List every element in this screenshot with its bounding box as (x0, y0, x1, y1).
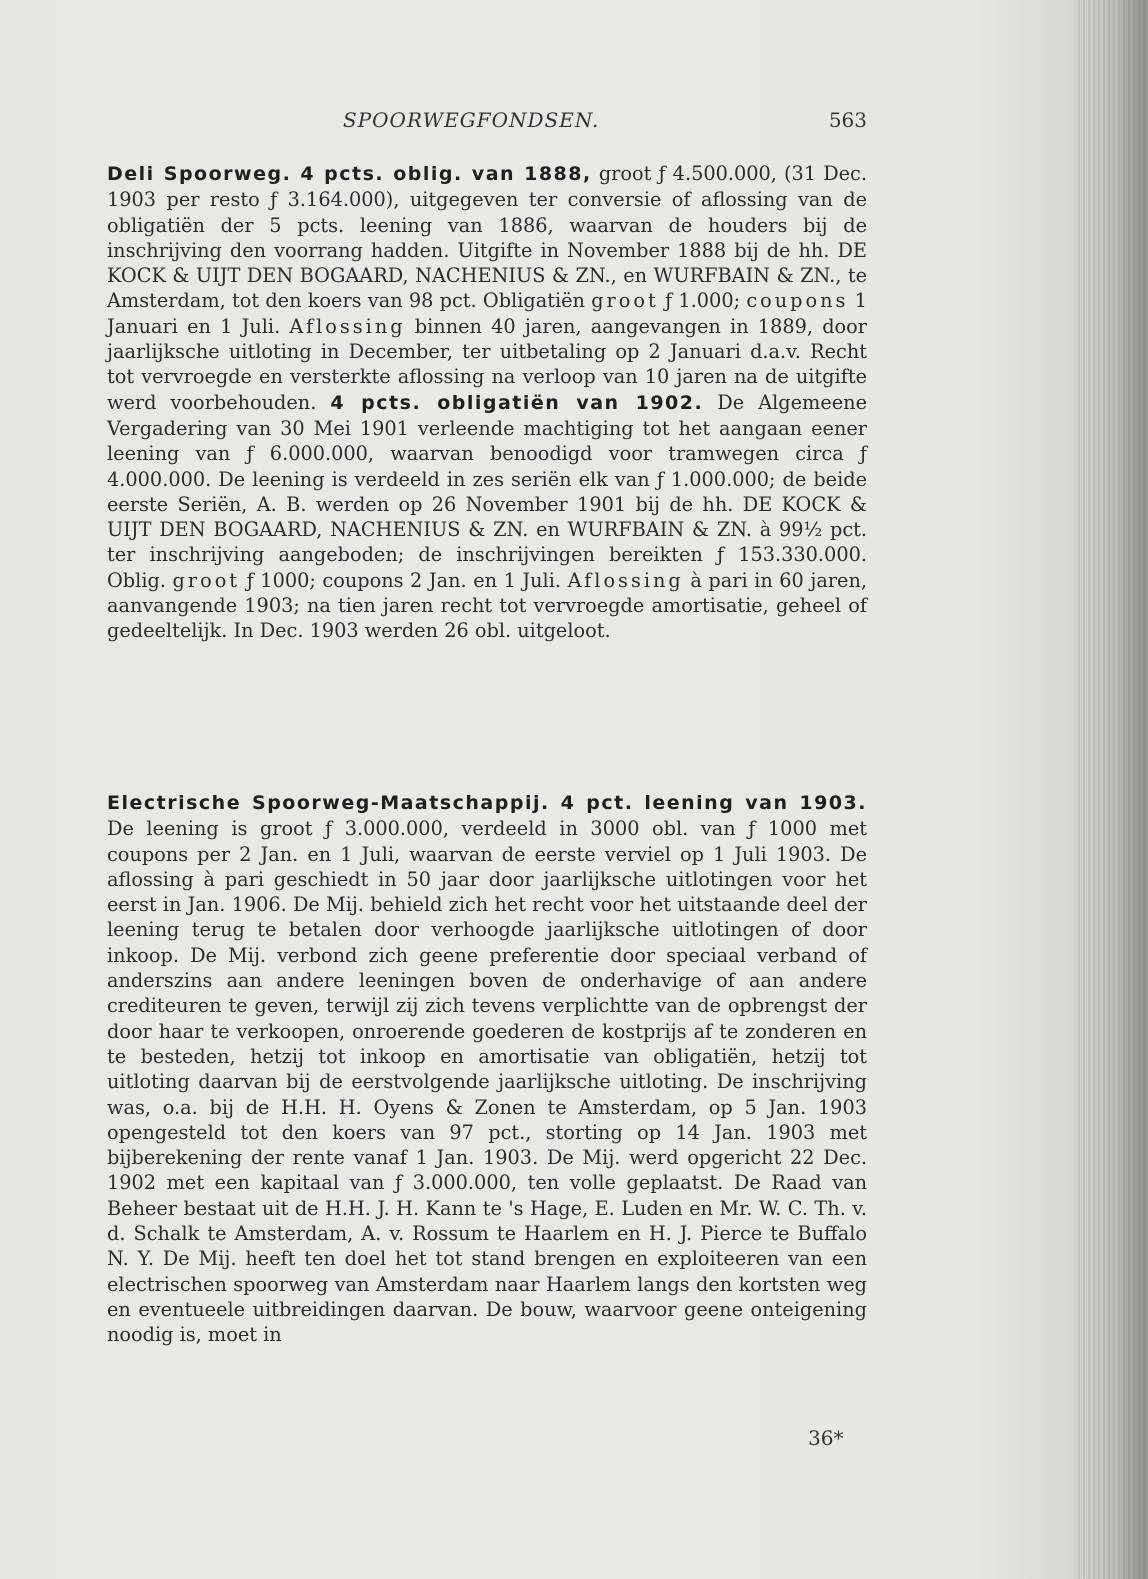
running-title: SPOORWEGFONDSEN. (343, 108, 600, 132)
body-text: ƒ 1000; coupons 2 Jan. en 1 Juli. (246, 568, 561, 592)
body-text: à pari in 60 jaren, aanvangende 1903; na tien jaren recht tot vervroegde amortisatie, geheel of gedeeltelijk. In Dec. 1903 werden 26 obl. uitgeloot. (107, 568, 868, 643)
running-head (107, 108, 867, 138)
subsection-heading-1902: 4 pcts. obligatiën van 1902. (330, 391, 704, 414)
section-heading-electrische: Electrische Spoorweg-Maatschappij. 4 pct. leening van 1903. (107, 792, 867, 814)
page-number: 563 (828, 108, 867, 132)
book-edge (1078, 0, 1148, 1579)
body-text: 1 Januari en 1 Juli. (107, 289, 867, 338)
signature-mark: 36* (808, 1426, 844, 1450)
section-electrische-spoorweg (107, 790, 867, 1348)
body-text: groot ƒ 4.500.000, (31 Dec. 1903 per resto ƒ 3.164.000), uitgegeven ter conversie of aflossing van de obligatiën der 5 pcts. leening van 1886, waarvan de houders bij de inschrijving den voorrang hadden. Uitgifte in November 1888 bij de hh. DE KOCK & UIJT DEN BOGAARD, NACHENIUS & ZN., en WURFBAIN & ZN., te Amsterdam, tot den koers van 98 pct. Obligatiën (107, 162, 867, 313)
body-text: De leening is groot ƒ 3.000.000, verdeeld in 3000 obl. van ƒ 1000 met coupons per 2 Jan. en 1 Juli, waarvan de eerste verviel op 1 Juli 1903. De aflossing à pari geschiedt in 50 jaar door jaarlijksche uitlotingen voor het eerst in Jan. 1906. De Mij. behield zich het recht voor het uitstaande deel der leening terug te betalen door verhoogde jaarlijksche uitlotingen of door inkoop. De Mij. verbond zich geene preferentie door speciaal verband of anderszins aan andere leeningen boven de onderhavige of aan andere crediteuren te geven, terwijl zij zich tevens verplichtte van de opbrengst der door haar te verkoopen, onroerende goederen de kostprijs af te zonderen en te besteden, hetzij tot inkoop en amortisatie van obligatiën, hetzij tot uitloting daarvan bij de eerstvolgende jaarlijksche uitloting. De inschrijving was, o.a. bij de H.H. H. Oyens & Zonen te Amsterdam, op 5 Jan. 1903 opengesteld tot den koers van 97 pct., storting op 14 Jan. 1903 met bijberekening der rente vanaf 1 Jan. 1903. De Mij. werd opgericht 22 Dec. 1902 met een kapitaal van ƒ 3.000.000, ten volle geplaatst. De Raad van Beheer bestaat uit de H.H. J. H. Kann te 's Hage, E. Luden en Mr. W. C. Th. v. d. Schalk te Amsterdam, A. v. Rossum te Haarlem en H. J. Pierce te Buffalo N. Y. De Mij. heeft ten doel het tot stand brengen en exploiteeren van een electrischen spoorweg van Amsterdam naar Haarlem langs den kortsten weg en eventueele uitbreidingen daarvan. De bouw, waarvoor geene onteigening noodig is, moet in (107, 817, 867, 1347)
body-text: binnen 40 jaren, aangevangen in 1889, door jaarlijksche uitloting in December, ter uitbetaling op 2 Januari d.a.v. Recht tot vervroegde en versterkte aflossing na verloop van 10 jaren na de uitgifte werd voorbehouden. (107, 314, 867, 414)
body-text: ƒ 1.000; (665, 289, 741, 313)
spaced-term: groot (172, 568, 241, 592)
section-heading-deli: Deli Spoorweg. 4 pcts. oblig. van 1888, (107, 163, 592, 185)
section-deli-spoorweg (107, 161, 867, 644)
spaced-term: groot (591, 289, 659, 313)
spaced-term: Aflossing (567, 568, 684, 592)
body-text: De Algemeene Vergadering van 30 Mei 1901 verleende machtiging tot het aangaan eener leening van ƒ 6.000.000, waarvan benoodigd voor tramwegen circa ƒ 4.000.000. De leening is verdeeld in zes seriën elk van ƒ 1.000.000; de beide eerste Seriën, A. B. werden op 26 November 1901 bij de hh. DE KOCK & UIJT DEN BOGAARD, NACHENIUS & ZN. en WURFBAIN & ZN. à 99½ pct. ter inschrijving aangeboden; de inschrijvingen bereikten ƒ 153.330.000. Oblig. (107, 390, 867, 592)
spaced-term: Aflossing (289, 314, 406, 338)
spaced-term: coupons (746, 289, 849, 313)
